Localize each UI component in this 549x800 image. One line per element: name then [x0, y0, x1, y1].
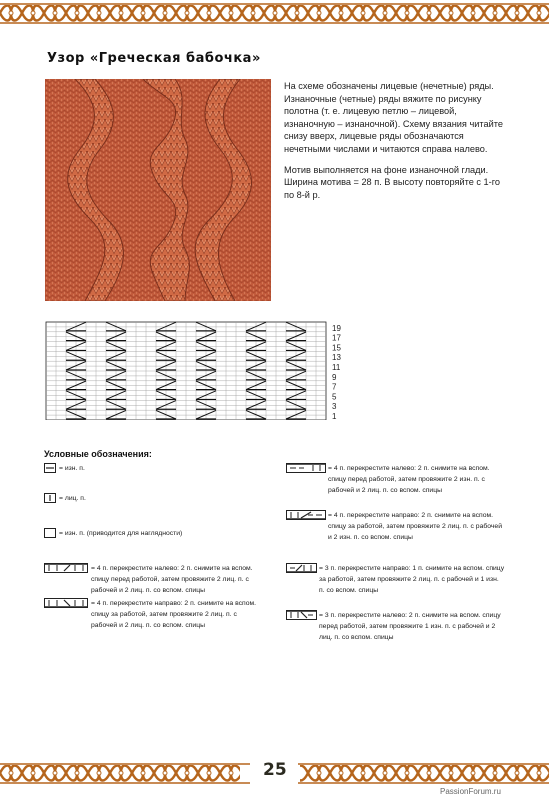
chart-row-number: 9 — [332, 372, 337, 382]
legend-text-purl: = изн. п. — [59, 465, 85, 472]
chart-row-number: 17 — [332, 333, 341, 343]
knitting-chart — [44, 320, 344, 420]
chart-row-number: 19 — [332, 323, 341, 333]
chart-row-number: 5 — [332, 392, 337, 402]
chart-grid — [46, 322, 326, 420]
cable-4-right-knit-icon — [44, 598, 88, 608]
cable-3-left-icon — [286, 610, 317, 620]
knit-symbol-icon — [44, 493, 56, 503]
legend-text-cable-4-right-knit: = 4 п. перекрестите направо: 2 п. снимите на вспом. спицу за работой, затем провяжите 2 лиц. п. с рабочей и 2 лиц. п. со вспом. спицы — [91, 600, 257, 629]
knitted-swatch-photo — [45, 79, 271, 301]
description-paragraph-1: На схеме обозначены лицевые (нечетные) ряды. Изнаночные (четные) ряды вяжите по рисунку полотна (т. е. лицевую петлю – лицевой, изнаночную – изнаночной). Схему вязания читайте снизу вверх, лицевые ряды обозначаются нечетными числами и читаются справа налево. — [284, 81, 503, 154]
legend-text-cable-4-left-knit: = 4 п. перекрестите налево: 2 п. снимите на вспом. спицу перед работой, затем провяжите 2 лиц. п. с рабочей и 2 лиц. п. со вспом. спицы — [91, 565, 253, 594]
cable-4-left-purl-icon — [286, 463, 326, 473]
chart-row-number: 7 — [332, 382, 337, 392]
chart-row-number: 13 — [332, 353, 341, 363]
chart-row-number: 3 — [332, 402, 337, 412]
legend-text-cable-3-left: = 3 п. перекрестите налево: 2 п. снимите на вспом. спицу перед работой, затем провяжите 1 изн. п. с рабочей и 2 лиц. п. со вспом. спицы — [319, 612, 501, 641]
cable-3-right-icon — [286, 563, 317, 573]
pattern-description — [284, 80, 509, 209]
legend-title: Условные обозначения: — [44, 449, 152, 459]
cable-4-left-knit-icon — [44, 563, 88, 573]
purl-symbol-icon — [44, 463, 56, 473]
chart-row-number: 15 — [332, 343, 341, 353]
legend-text-empty: = изн. п. (приводится для наглядности) — [59, 530, 183, 537]
page-title: Узор «Греческая бабочка» — [47, 51, 261, 66]
empty-symbol-icon — [44, 528, 56, 538]
watermark: PassionForum.ru — [440, 787, 501, 796]
celtic-border-top — [0, 0, 549, 26]
cable-4-right-purl-icon — [286, 510, 326, 520]
page-number: 25 — [263, 760, 287, 780]
legend-text-cable-3-right: = 3 п. перекрестите направо: 1 п. снимите на вспом. спицу за работой, затем провяжите 2 лиц. п. с рабочей и 1 изн. п. со вспом. спицы — [319, 565, 505, 594]
legend-text-cable-4-left-purl: = 4 п. перекрестите налево: 2 п. снимите на вспом. спицу перед работой, затем провяжите 2 изн. п. с рабочей и 2 лиц. п. со вспом. спицы — [328, 465, 490, 494]
chart-row-numbers — [332, 324, 341, 420]
legend-text-cable-4-right-purl: = 4 п. перекрестите направо: 2 п. снимите на вспом. спицу за работой, затем провяжите 2 лиц. п. с рабочей и 2 изн. п. со вспом. спицы — [328, 512, 502, 541]
description-paragraph-2: Мотив выполняется на фоне изнаночной глади. Ширина мотива = 28 п. В высоту повторяйте с 1-го по 8-й р. — [284, 164, 500, 200]
chart-row-number: 11 — [332, 363, 341, 373]
chart-row-number: 1 — [332, 412, 337, 420]
legend-text-knit: = лиц. п. — [59, 495, 86, 502]
